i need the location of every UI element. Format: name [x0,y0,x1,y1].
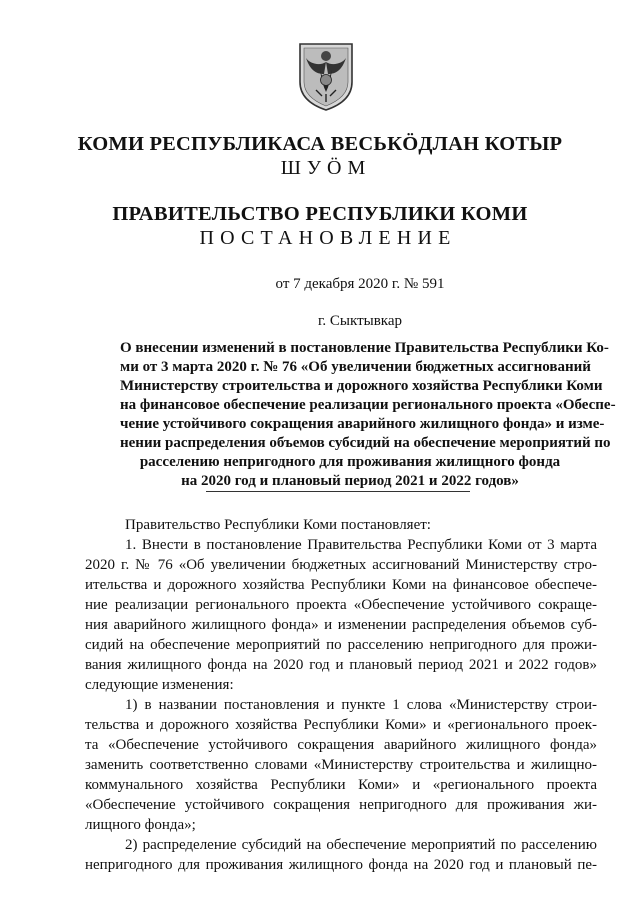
body-line: непригодного для проживания жилищного фонда на 2020 год и плановый пе- [85,857,597,873]
body-line: ния аварийного жилищного фонда» и изменении распределения объемов суб- [85,617,597,633]
body-line: коммунального хозяйства Республики Коми» и «регионального проекта [85,777,597,793]
body-line: ительства и дорожного хозяйства Республики Коми на финансовое обеспече- [85,577,597,593]
body-line: Правительство Республики Коми постановляет: [125,517,431,533]
title-line: расселению непригодного для проживания жилищного фонда [139,454,561,470]
body-line: лищного фонда»; [85,817,196,833]
title-line: нении распределения объемов субсидий на обеспечение мероприятий по [120,435,611,451]
title-line: Министерству строительства и дорожного хозяйства Республики Коми [120,378,603,394]
body-line: «Обеспечение устойчивого сокращения непригодного для проживания жи- [85,797,597,813]
body-line: ние реализации регионального проекта «Обеспечение устойчивого сокраще- [85,597,597,613]
body-line: та «Обеспечение устойчивого сокращения аварийного жилищного фонда» [85,737,597,753]
organization-name: ПРАВИТЕЛЬСТВО РЕСПУБЛИКИ КОМИ [112,203,528,225]
body-line: сидий на обеспечение мероприятий по расселению непригодного для прожи- [85,637,597,653]
document-date-number: от 7 декабря 2020 г. № 591 [275,276,445,292]
body-line: вания жилищного фонда на 2020 год и плановый период 2021 и 2022 годов» [85,657,597,673]
body-line: следующие изменения: [85,677,234,693]
body-line: 2020 г. № 76 «Об увеличении бюджетных ассигнований Министерству стро- [85,557,597,573]
title-line: чение устойчивого сокращения аварийного жилищного фонда» и изме- [120,416,605,432]
title-divider [206,491,470,492]
title-line: О внесении изменений в постановление Правительства Республики Ко- [120,340,609,356]
title-line: на финансовое обеспечение реализации регионального проекта «Обеспе- [120,397,616,413]
document-type: ПОСТАНОВЛЕНИЕ [199,227,457,249]
body-line: заменить соответственно словами «Министерству строительства и жилищно- [85,757,597,773]
title-line: ми от 3 марта 2020 г. № 76 «Об увеличении бюджетных ассигнований [120,359,591,375]
document-type-komi: ШУÖМ [280,157,372,179]
body-line: тельства и дорожного хозяйства Республики Коми» и «регионального проек- [85,717,597,733]
organization-name-komi: КОМИ РЕСПУБЛИКАСА ВЕСЬКÖДЛАН КОТЫР [77,133,563,155]
document-body [85,515,597,875]
body-line: 1. Внести в постановление Правительства Республики Коми от 3 марта [125,537,597,553]
title-line: на 2020 год и плановый период 2021 и 2022 годов» [181,473,519,489]
document-city: г. Сыктывкар [317,313,403,329]
body-line: 1) в названии постановления и пункте 1 слова «Министерству строи- [125,697,597,713]
body-line: 2) распределение субсидий на обеспечение мероприятий по расселению [125,837,597,853]
document-title [120,339,616,491]
coat-of-arms-icon [296,40,356,112]
